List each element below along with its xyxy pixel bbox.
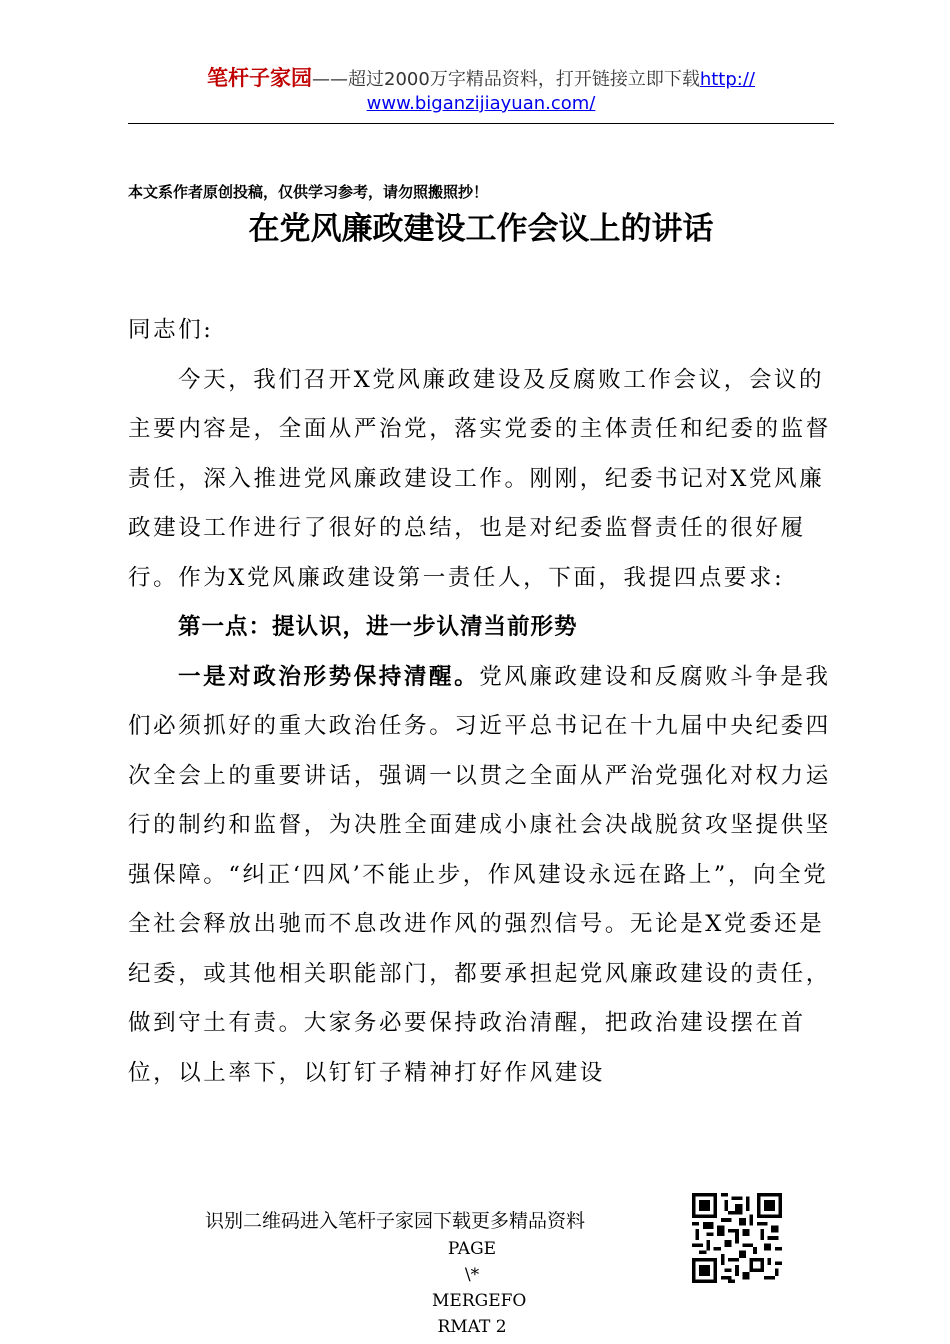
qr-caption: 识别二维码进入笔杆子家园下载更多精品资料 [205, 1210, 586, 1232]
document-body [128, 306, 834, 1098]
paragraph-intro: 今天，我们召开X党风廉政建设及反腐败工作会议，会议的主要内容是，全面从严治党，落实党委的主体责任和纪委的监督责任，深入推进党风廉政建设工作。刚刚，纪委书记对X党风廉政建设工作进行了很好的总结，也是对纪委监督责任的很好履行。作为X党风廉政建设第一责任人，下面，我提四点要求: [128, 366, 831, 591]
brand-name: 笔杆子家园 [207, 66, 313, 90]
site-link-part1[interactable]: http:// [699, 69, 755, 90]
qr-code-icon[interactable] [692, 1193, 782, 1283]
paragraph-text: 党风廉政建设和反腐败斗争是我们必须抓好的重大政治任务。习近平总书记在十九届中央纪委四次全会上的重要讲话，强调一以贯之全面从严治党强化对权力运行的制约和监督，为决胜全面建成小康社会决战脱贫攻坚提供坚强保障。“纠正‘四风’不能止步，作风建设永远在路上”，向全党全社会释放出驰而不息改进作风的强烈信号。无论是X党委还是纪委，或其他相关职能部门，都要承担起党风廉政建设的责任，做到守土有责。大家务必要保持政治清醒，把政治建设摆在首位，以上率下，以钉钉子精神打好作风建设 [128, 663, 831, 1086]
page-field-code [432, 1236, 527, 1340]
copyright-notice: 本文系作者原创投稿，仅供学习参考，请勿照搬照抄！ [128, 183, 489, 201]
paragraph-lead: 一是对政治形势保持清醒。 [178, 663, 480, 690]
section-heading-1: 第一点：提认识，进一步认清当前形势 [178, 614, 578, 640]
page-field-line: RMAT 2 [437, 1317, 507, 1337]
page-field-line: PAGE [447, 1239, 497, 1259]
greeting: 同志们: [128, 317, 214, 343]
page-header [128, 66, 834, 116]
header-slogan: ——超过2000万字精品资料，打开链接立即下载 [312, 69, 700, 90]
header-line [128, 66, 834, 92]
header-divider [128, 123, 834, 124]
site-link-part2[interactable]: www.biganzijiayuan.com/ [366, 93, 596, 114]
page-field-line: \* [464, 1265, 480, 1285]
page-field-line: MERGEFO [432, 1291, 527, 1311]
document-title: 在党风廉政建设工作会议上的讲话 [248, 211, 714, 247]
paragraph-political-situation [128, 653, 834, 1099]
